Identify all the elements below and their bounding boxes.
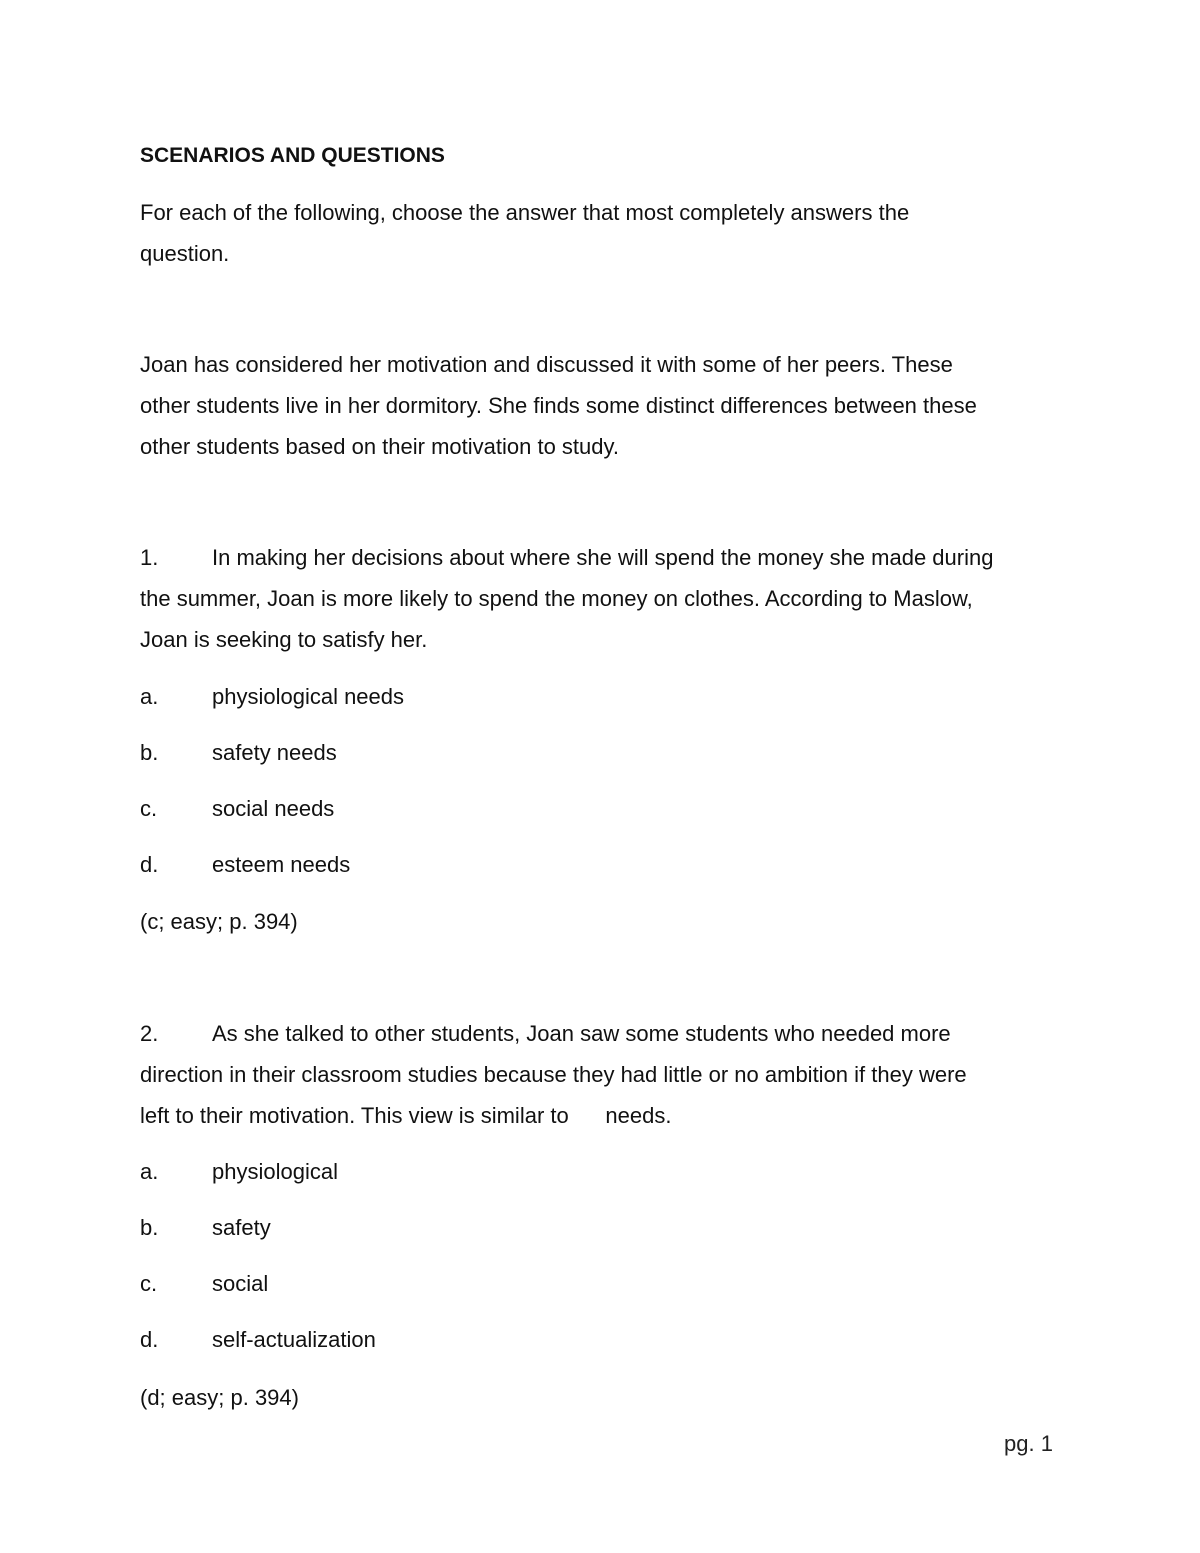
- option-text: self-actualization: [212, 1327, 376, 1352]
- option-text: safety: [212, 1215, 271, 1240]
- option-letter: d.: [140, 1327, 159, 1352]
- instructions-line-1: For each of the following, choose the answer that most completely answers the: [140, 200, 910, 225]
- scenario-line-2: other students live in her dormitory. She finds some distinct differences between these: [140, 393, 977, 418]
- question-2-answer-key: (d; easy; p. 394): [140, 1385, 299, 1410]
- question-1-stem-line-3: Joan is seeking to satisfy her.: [140, 627, 428, 652]
- option-letter: d.: [140, 852, 159, 877]
- scenario-line-3: other students based on their motivation to study.: [140, 434, 619, 459]
- option-letter: a.: [140, 1159, 159, 1184]
- question-1-stem-line-2: the summer, Joan is more likely to spend the money on clothes. According to Maslow,: [140, 586, 973, 611]
- option-text: esteem needs: [212, 852, 351, 877]
- scenario-line-1: Joan has considered her motivation and discussed it with some of her peers. These: [140, 352, 953, 377]
- question-2-option-c: [140, 1270, 268, 1298]
- question-2-stem-line-2: direction in their classroom studies because they had little or no ambition if they were: [140, 1062, 967, 1087]
- page-heading: SCENARIOS AND QUESTIONS: [140, 144, 445, 167]
- page-number: pg. 1: [1004, 1431, 1053, 1456]
- question-1-option-d: [140, 851, 350, 879]
- question-1-first-line: [140, 544, 993, 572]
- question-2-option-d: [140, 1326, 376, 1354]
- question-1-option-a: [140, 683, 404, 711]
- option-text: safety needs: [212, 740, 337, 765]
- question-1-number: 1.: [140, 545, 159, 570]
- instructions-line-2: question.: [140, 241, 230, 266]
- option-text: social: [212, 1271, 269, 1296]
- question-1-answer-key: (c; easy; p. 394): [140, 909, 298, 934]
- question-1-stem-line-1: In making her decisions about where she will spend the money she made during: [212, 545, 994, 570]
- option-letter: b.: [140, 740, 159, 765]
- question-2-first-line: [140, 1020, 951, 1048]
- option-letter: b.: [140, 1215, 159, 1240]
- question-2-option-a: [140, 1158, 338, 1186]
- option-letter: c.: [140, 796, 158, 821]
- question-2-stem-line-1: As she talked to other students, Joan saw some students who needed more: [212, 1021, 951, 1046]
- option-letter: a.: [140, 684, 159, 709]
- option-text: social needs: [212, 796, 335, 821]
- question-1-option-c: [140, 795, 334, 823]
- option-letter: c.: [140, 1271, 158, 1296]
- option-text: physiological: [212, 1159, 338, 1184]
- option-text: physiological needs: [212, 684, 405, 709]
- question-2-option-b: [140, 1214, 271, 1242]
- question-2-number: 2.: [140, 1021, 159, 1046]
- question-2-stem-line-3: left to their motivation. This view is similar to needs.: [140, 1103, 672, 1128]
- question-1-option-b: [140, 739, 337, 767]
